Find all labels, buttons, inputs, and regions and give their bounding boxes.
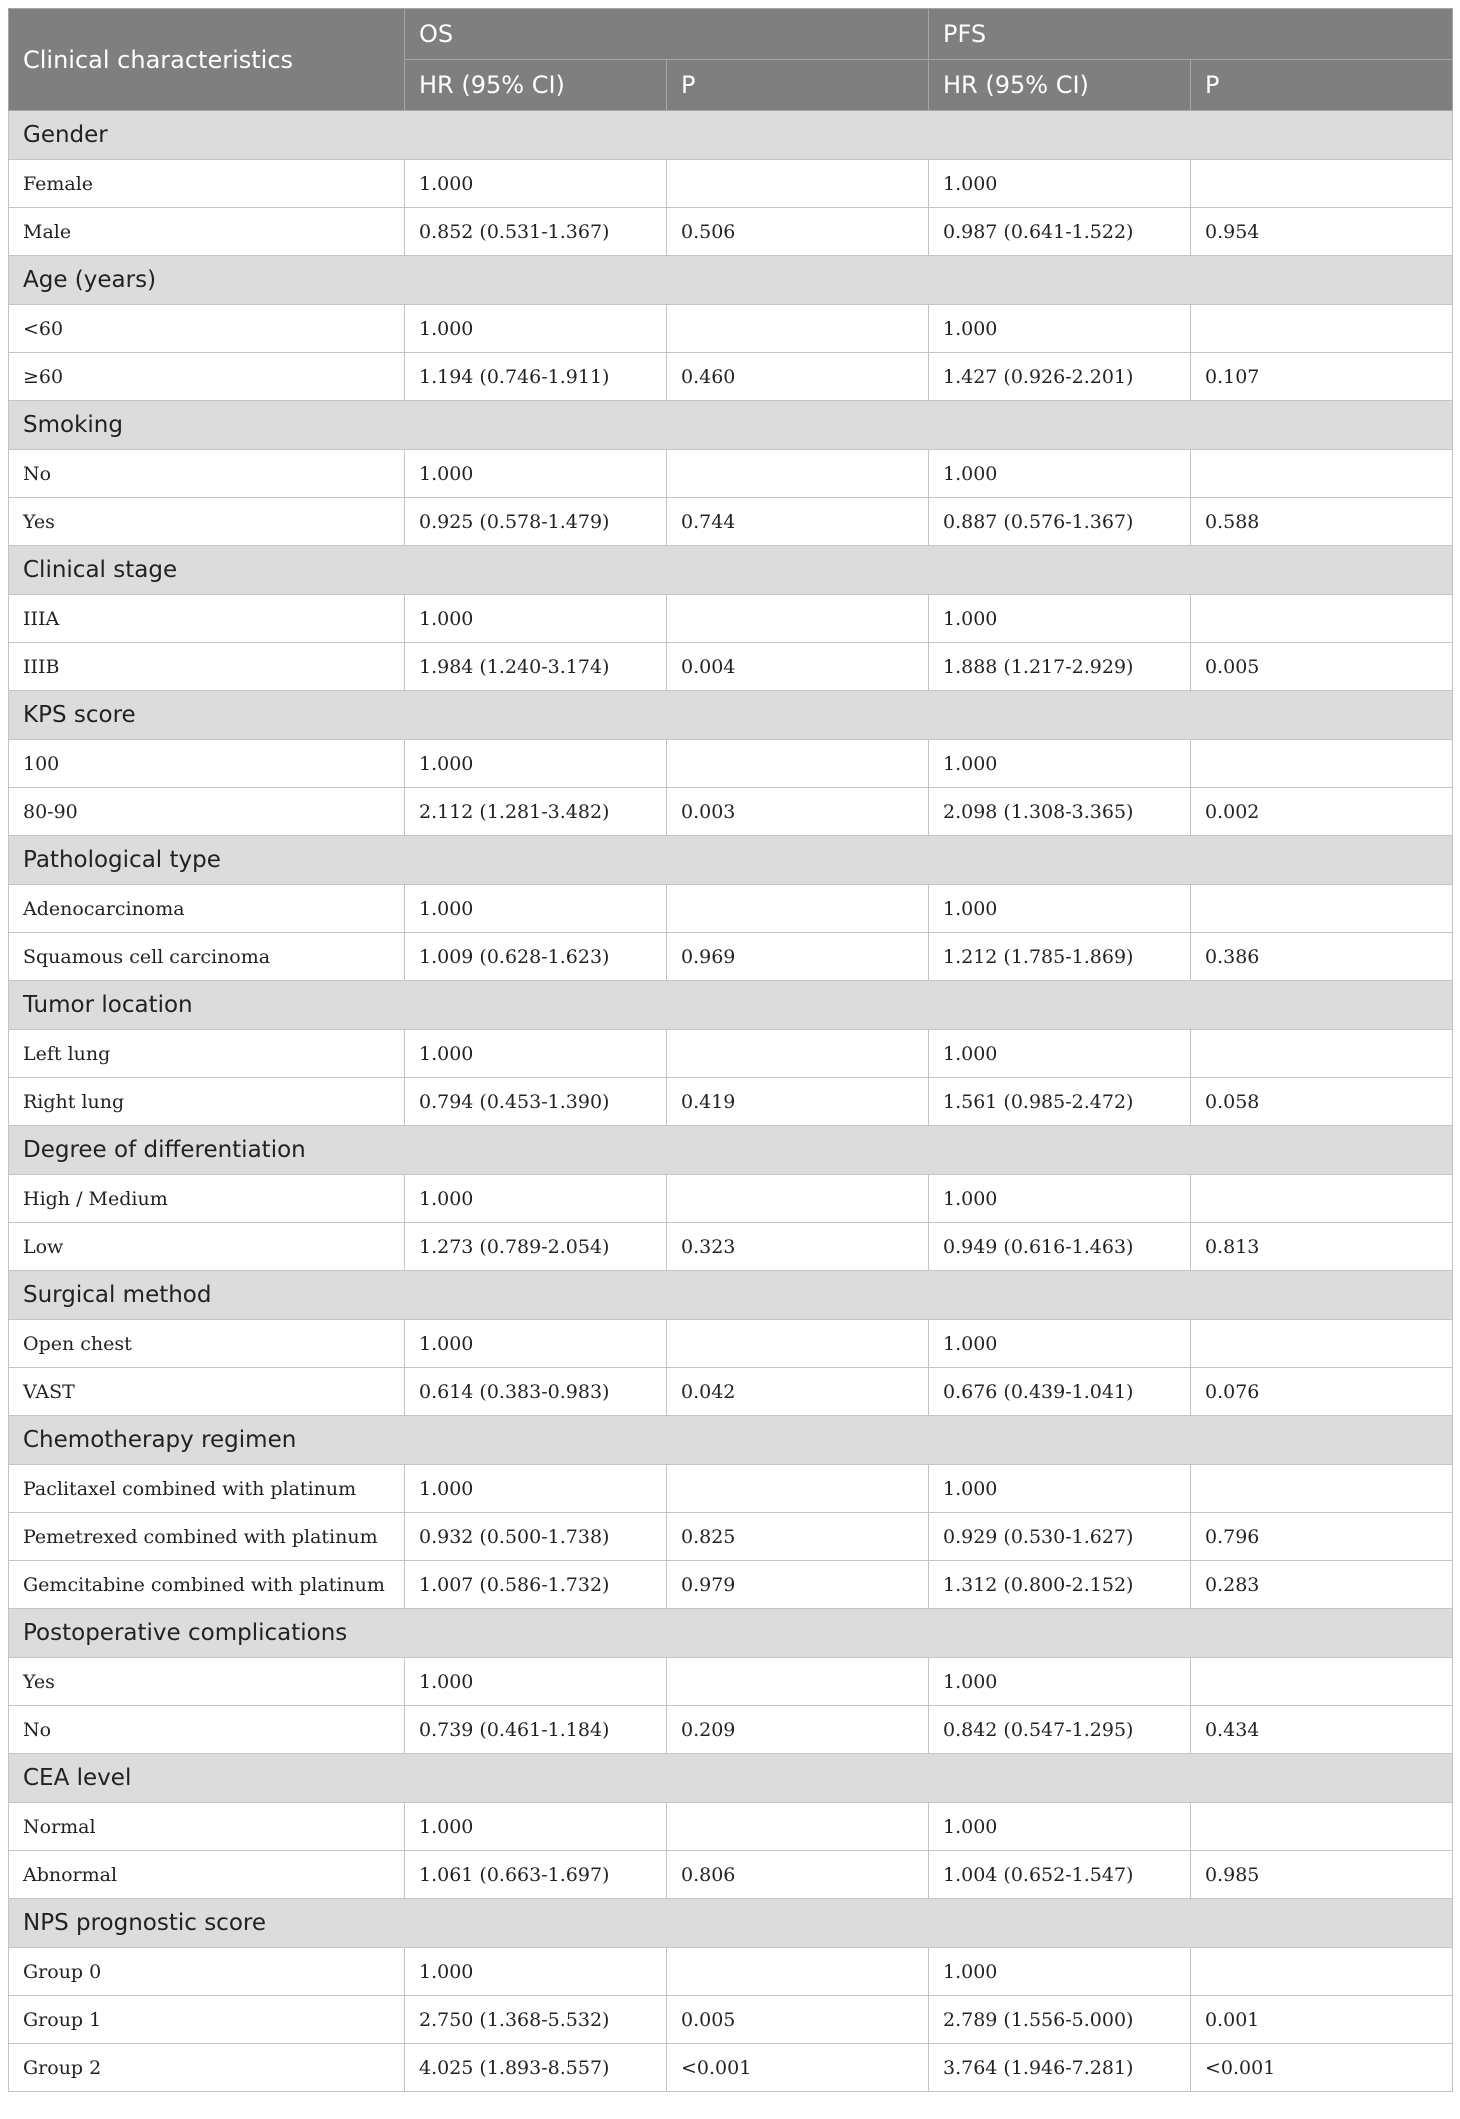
pfs-hr-cell: 1.000 bbox=[929, 1030, 1191, 1078]
header-os: OS bbox=[405, 9, 929, 60]
pfs-hr-cell: 0.987 (0.641-1.522) bbox=[929, 208, 1191, 256]
os-p-cell: 0.004 bbox=[667, 643, 929, 691]
group-header-row bbox=[9, 691, 1453, 740]
table-row bbox=[9, 208, 1453, 256]
row-label-cell: Yes bbox=[9, 498, 405, 546]
os-p-cell bbox=[667, 1948, 929, 1996]
os-hr-cell: 1.009 (0.628-1.623) bbox=[405, 933, 667, 981]
pfs-hr-cell: 1.427 (0.926-2.201) bbox=[929, 353, 1191, 401]
pfs-hr-cell: 1.004 (0.652-1.547) bbox=[929, 1851, 1191, 1899]
pfs-hr-cell: 1.000 bbox=[929, 305, 1191, 353]
pfs-hr-cell: 1.000 bbox=[929, 1175, 1191, 1223]
os-p-cell: 0.744 bbox=[667, 498, 929, 546]
group-header-row bbox=[9, 1126, 1453, 1175]
table-row bbox=[9, 1996, 1453, 2044]
os-hr-cell: 1.000 bbox=[405, 740, 667, 788]
row-label-cell: Low bbox=[9, 1223, 405, 1271]
os-p-cell: <0.001 bbox=[667, 2044, 929, 2092]
pfs-p-cell bbox=[1191, 595, 1453, 643]
table-row bbox=[9, 1658, 1453, 1706]
os-p-cell bbox=[667, 1465, 929, 1513]
group-header-row bbox=[9, 256, 1453, 305]
row-label-cell: Open chest bbox=[9, 1320, 405, 1368]
pfs-hr-cell: 0.887 (0.576-1.367) bbox=[929, 498, 1191, 546]
os-p-cell bbox=[667, 740, 929, 788]
table-row bbox=[9, 788, 1453, 836]
pfs-hr-cell: 0.676 (0.439-1.041) bbox=[929, 1368, 1191, 1416]
os-hr-cell: 1.000 bbox=[405, 1320, 667, 1368]
row-label-cell: ≥60 bbox=[9, 353, 405, 401]
group-title: Degree of differentiation bbox=[9, 1126, 1453, 1175]
group-title: Chemotherapy regimen bbox=[9, 1416, 1453, 1465]
os-hr-cell: 1.000 bbox=[405, 305, 667, 353]
pfs-p-cell: 0.954 bbox=[1191, 208, 1453, 256]
table-row bbox=[9, 933, 1453, 981]
row-label-cell: 80-90 bbox=[9, 788, 405, 836]
header-pfs-hr: HR (95% CI) bbox=[929, 60, 1191, 111]
pfs-p-cell: 0.005 bbox=[1191, 643, 1453, 691]
row-label-cell: IIIA bbox=[9, 595, 405, 643]
table-row bbox=[9, 1030, 1453, 1078]
row-label-cell: Group 2 bbox=[9, 2044, 405, 2092]
header-os-p: P bbox=[667, 60, 929, 111]
row-label-cell: IIIB bbox=[9, 643, 405, 691]
group-title: Pathological type bbox=[9, 836, 1453, 885]
table-row bbox=[9, 1706, 1453, 1754]
pfs-hr-cell: 1.561 (0.985-2.472) bbox=[929, 1078, 1191, 1126]
row-label-cell: Left lung bbox=[9, 1030, 405, 1078]
group-header-row bbox=[9, 1754, 1453, 1803]
group-title: CEA level bbox=[9, 1754, 1453, 1803]
table-row bbox=[9, 498, 1453, 546]
os-hr-cell: 1.273 (0.789-2.054) bbox=[405, 1223, 667, 1271]
pfs-p-cell: 0.386 bbox=[1191, 933, 1453, 981]
header-os-hr: HR (95% CI) bbox=[405, 60, 667, 111]
os-hr-cell: 1.194 (0.746-1.911) bbox=[405, 353, 667, 401]
header-pfs-p: P bbox=[1191, 60, 1453, 111]
pfs-p-cell bbox=[1191, 160, 1453, 208]
table-row bbox=[9, 353, 1453, 401]
row-label-cell: Group 0 bbox=[9, 1948, 405, 1996]
table-row bbox=[9, 450, 1453, 498]
group-title: Age (years) bbox=[9, 256, 1453, 305]
table-row bbox=[9, 643, 1453, 691]
row-label-cell: No bbox=[9, 450, 405, 498]
pfs-p-cell: <0.001 bbox=[1191, 2044, 1453, 2092]
pfs-p-cell: 0.107 bbox=[1191, 353, 1453, 401]
os-p-cell bbox=[667, 885, 929, 933]
pfs-hr-cell: 3.764 (1.946-7.281) bbox=[929, 2044, 1191, 2092]
os-hr-cell: 1.000 bbox=[405, 1175, 667, 1223]
os-hr-cell: 1.000 bbox=[405, 885, 667, 933]
pfs-p-cell bbox=[1191, 1175, 1453, 1223]
pfs-p-cell bbox=[1191, 1030, 1453, 1078]
os-p-cell bbox=[667, 1320, 929, 1368]
os-p-cell bbox=[667, 595, 929, 643]
pfs-p-cell bbox=[1191, 1803, 1453, 1851]
table-row bbox=[9, 1948, 1453, 1996]
os-hr-cell: 0.794 (0.453-1.390) bbox=[405, 1078, 667, 1126]
pfs-p-cell bbox=[1191, 305, 1453, 353]
os-hr-cell: 1.000 bbox=[405, 1948, 667, 1996]
pfs-p-cell: 0.002 bbox=[1191, 788, 1453, 836]
pfs-hr-cell: 1.312 (0.800-2.152) bbox=[929, 1561, 1191, 1609]
row-label-cell: Normal bbox=[9, 1803, 405, 1851]
table-row bbox=[9, 885, 1453, 933]
row-label-cell: Pemetrexed combined with platinum bbox=[9, 1513, 405, 1561]
pfs-p-cell bbox=[1191, 1320, 1453, 1368]
os-p-cell bbox=[667, 305, 929, 353]
row-label-cell: 100 bbox=[9, 740, 405, 788]
header-clinical-characteristics: Clinical characteristics bbox=[9, 9, 405, 111]
os-p-cell: 0.003 bbox=[667, 788, 929, 836]
os-hr-cell: 1.000 bbox=[405, 595, 667, 643]
os-hr-cell: 1.000 bbox=[405, 1465, 667, 1513]
table-row bbox=[9, 1465, 1453, 1513]
pfs-p-cell bbox=[1191, 885, 1453, 933]
row-label-cell: <60 bbox=[9, 305, 405, 353]
os-p-cell bbox=[667, 1803, 929, 1851]
pfs-hr-cell: 0.949 (0.616-1.463) bbox=[929, 1223, 1191, 1271]
pfs-p-cell: 0.813 bbox=[1191, 1223, 1453, 1271]
row-label-cell: Yes bbox=[9, 1658, 405, 1706]
row-label-cell: No bbox=[9, 1706, 405, 1754]
row-label-cell: Female bbox=[9, 160, 405, 208]
group-title: NPS prognostic score bbox=[9, 1899, 1453, 1948]
pfs-p-cell bbox=[1191, 1948, 1453, 1996]
pfs-p-cell bbox=[1191, 740, 1453, 788]
group-header-row bbox=[9, 546, 1453, 595]
pfs-p-cell: 0.796 bbox=[1191, 1513, 1453, 1561]
group-title: Postoperative complications bbox=[9, 1609, 1453, 1658]
table-row bbox=[9, 1368, 1453, 1416]
pfs-p-cell: 0.434 bbox=[1191, 1706, 1453, 1754]
os-hr-cell: 4.025 (1.893-8.557) bbox=[405, 2044, 667, 2092]
group-header-row bbox=[9, 1899, 1453, 1948]
table-header bbox=[9, 9, 1453, 111]
pfs-p-cell: 0.076 bbox=[1191, 1368, 1453, 1416]
group-title: Surgical method bbox=[9, 1271, 1453, 1320]
os-p-cell: 0.969 bbox=[667, 933, 929, 981]
group-header-row bbox=[9, 836, 1453, 885]
os-p-cell bbox=[667, 160, 929, 208]
group-header-row bbox=[9, 1416, 1453, 1465]
pfs-hr-cell: 1.000 bbox=[929, 450, 1191, 498]
results-table bbox=[8, 8, 1453, 2092]
os-p-cell bbox=[667, 1030, 929, 1078]
row-label-cell: Group 1 bbox=[9, 1996, 405, 2044]
os-hr-cell: 1.000 bbox=[405, 160, 667, 208]
os-hr-cell: 1.000 bbox=[405, 450, 667, 498]
row-label-cell: Gemcitabine combined with platinum bbox=[9, 1561, 405, 1609]
header-pfs: PFS bbox=[929, 9, 1453, 60]
pfs-hr-cell: 1.000 bbox=[929, 1320, 1191, 1368]
os-hr-cell: 0.614 (0.383-0.983) bbox=[405, 1368, 667, 1416]
os-p-cell bbox=[667, 1658, 929, 1706]
os-p-cell: 0.506 bbox=[667, 208, 929, 256]
os-p-cell bbox=[667, 450, 929, 498]
os-p-cell: 0.323 bbox=[667, 1223, 929, 1271]
os-p-cell: 0.825 bbox=[667, 1513, 929, 1561]
pfs-p-cell bbox=[1191, 1658, 1453, 1706]
os-hr-cell: 0.739 (0.461-1.184) bbox=[405, 1706, 667, 1754]
pfs-p-cell: 0.985 bbox=[1191, 1851, 1453, 1899]
os-hr-cell: 1.000 bbox=[405, 1658, 667, 1706]
group-header-row bbox=[9, 1609, 1453, 1658]
os-hr-cell: 2.112 (1.281-3.482) bbox=[405, 788, 667, 836]
row-label-cell: Adenocarcinoma bbox=[9, 885, 405, 933]
pfs-hr-cell: 0.929 (0.530-1.627) bbox=[929, 1513, 1191, 1561]
pfs-hr-cell: 1.000 bbox=[929, 1948, 1191, 1996]
os-p-cell: 0.005 bbox=[667, 1996, 929, 2044]
table-row bbox=[9, 1175, 1453, 1223]
os-hr-cell: 1.000 bbox=[405, 1030, 667, 1078]
row-label-cell: Abnormal bbox=[9, 1851, 405, 1899]
row-label-cell: VAST bbox=[9, 1368, 405, 1416]
table-row bbox=[9, 160, 1453, 208]
table-row bbox=[9, 1803, 1453, 1851]
os-p-cell bbox=[667, 1175, 929, 1223]
pfs-p-cell bbox=[1191, 1465, 1453, 1513]
pfs-hr-cell: 1.000 bbox=[929, 595, 1191, 643]
pfs-p-cell: 0.001 bbox=[1191, 1996, 1453, 2044]
group-header-row bbox=[9, 401, 1453, 450]
pfs-hr-cell: 1.000 bbox=[929, 740, 1191, 788]
os-p-cell: 0.419 bbox=[667, 1078, 929, 1126]
row-label-cell: Right lung bbox=[9, 1078, 405, 1126]
pfs-hr-cell: 1.000 bbox=[929, 1465, 1191, 1513]
os-p-cell: 0.042 bbox=[667, 1368, 929, 1416]
table-row bbox=[9, 305, 1453, 353]
header-row-top bbox=[9, 9, 1453, 60]
pfs-hr-cell: 0.842 (0.547-1.295) bbox=[929, 1706, 1191, 1754]
pfs-hr-cell: 2.098 (1.308-3.365) bbox=[929, 788, 1191, 836]
group-title: Tumor location bbox=[9, 981, 1453, 1030]
group-title: Smoking bbox=[9, 401, 1453, 450]
pfs-hr-cell: 1.212 (1.785-1.869) bbox=[929, 933, 1191, 981]
pfs-p-cell bbox=[1191, 450, 1453, 498]
pfs-hr-cell: 1.000 bbox=[929, 885, 1191, 933]
pfs-hr-cell: 1.888 (1.217-2.929) bbox=[929, 643, 1191, 691]
os-hr-cell: 1.000 bbox=[405, 1803, 667, 1851]
table-row bbox=[9, 1513, 1453, 1561]
pfs-hr-cell: 1.000 bbox=[929, 1803, 1191, 1851]
group-title: Gender bbox=[9, 111, 1453, 160]
pfs-hr-cell: 1.000 bbox=[929, 160, 1191, 208]
pfs-p-cell: 0.283 bbox=[1191, 1561, 1453, 1609]
os-hr-cell: 1.007 (0.586-1.732) bbox=[405, 1561, 667, 1609]
group-header-row bbox=[9, 1271, 1453, 1320]
table-row bbox=[9, 595, 1453, 643]
group-title: KPS score bbox=[9, 691, 1453, 740]
os-hr-cell: 0.932 (0.500-1.738) bbox=[405, 1513, 667, 1561]
table-body bbox=[9, 111, 1453, 2092]
os-p-cell: 0.806 bbox=[667, 1851, 929, 1899]
os-p-cell: 0.209 bbox=[667, 1706, 929, 1754]
group-header-row bbox=[9, 981, 1453, 1030]
os-hr-cell: 0.852 (0.531-1.367) bbox=[405, 208, 667, 256]
table-row bbox=[9, 1078, 1453, 1126]
table-row bbox=[9, 1223, 1453, 1271]
os-hr-cell: 2.750 (1.368-5.532) bbox=[405, 1996, 667, 2044]
pfs-p-cell: 0.058 bbox=[1191, 1078, 1453, 1126]
os-p-cell: 0.979 bbox=[667, 1561, 929, 1609]
row-label-cell: High / Medium bbox=[9, 1175, 405, 1223]
pfs-p-cell: 0.588 bbox=[1191, 498, 1453, 546]
pfs-hr-cell: 2.789 (1.556-5.000) bbox=[929, 1996, 1191, 2044]
table-row bbox=[9, 1561, 1453, 1609]
row-label-cell: Male bbox=[9, 208, 405, 256]
os-hr-cell: 0.925 (0.578-1.479) bbox=[405, 498, 667, 546]
row-label-cell: Paclitaxel combined with platinum bbox=[9, 1465, 405, 1513]
table-row bbox=[9, 1851, 1453, 1899]
table-row bbox=[9, 1320, 1453, 1368]
row-label-cell: Squamous cell carcinoma bbox=[9, 933, 405, 981]
os-hr-cell: 1.061 (0.663-1.697) bbox=[405, 1851, 667, 1899]
os-p-cell: 0.460 bbox=[667, 353, 929, 401]
os-hr-cell: 1.984 (1.240-3.174) bbox=[405, 643, 667, 691]
table-row bbox=[9, 2044, 1453, 2092]
table-row bbox=[9, 740, 1453, 788]
pfs-hr-cell: 1.000 bbox=[929, 1658, 1191, 1706]
group-header-row bbox=[9, 111, 1453, 160]
group-title: Clinical stage bbox=[9, 546, 1453, 595]
